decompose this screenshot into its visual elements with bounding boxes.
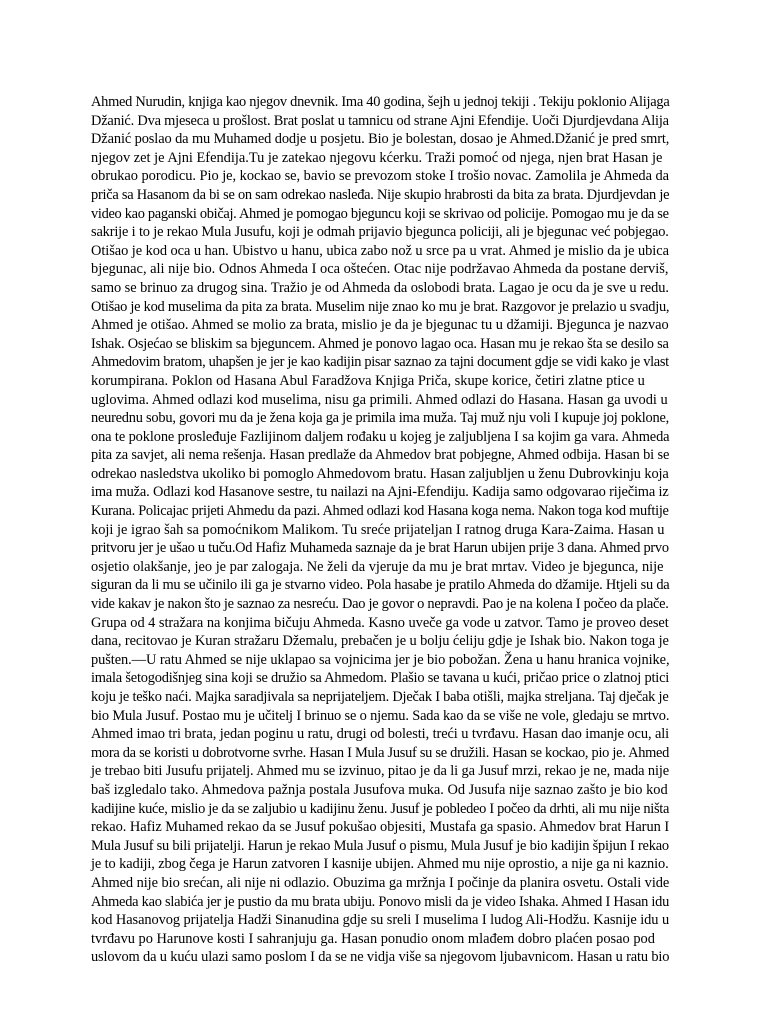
text-line: dana, recitovao je Kuran stražaru Džemalu, prebačen je u bolju ćeliju gdje je Ishak bio. Nakon toga je xyxy=(91,633,669,650)
text-line: bio Mula Jusuf. Postao mu je učitelj I brinuo se o njemu. Sada kao da se više ne vole, gledaju se mrtvo. xyxy=(91,707,670,724)
text-line: Grupa od 4 stražara na konjima bičuju Ahmeda. Kasno uveče ga vode u zatvor. Tamo je proveo deset xyxy=(91,614,669,631)
document-page xyxy=(91,93,669,967)
text-line: siguran da li mu se učinilo ili ga je stvarno video. Pola hasabe je pratilo Ahmeda do džamije. Htjeli su da xyxy=(91,577,670,594)
text-line: je trebao biti Jusufu prijatelj. Ahmed mu se izvinuo, pitao je da li ga Jusuf mrzi, rekao je ne, mada nije xyxy=(91,763,670,780)
text-line: Kurana. Policajac prijeti Ahmedu da pazi. Ahmed odlazi kod Hasana koga nema. Nakon toga kod muftije xyxy=(91,503,669,520)
text-line: Ishak. Osjećao se bliskim sa bjeguncem. Ahmed je ponovo lagao oca. Hasan mu je rekao šta se desilo sa xyxy=(91,335,669,352)
text-line: video kao paganski običaj. Ahmed je pomogao bjeguncu koji se skrivao od policije. Pomogao mu je da se xyxy=(91,205,669,222)
text-line: Mula Jusuf su bili prijatelji. Harun je rekao Mula Jusuf o pismu, Mula Jusuf je bio kadijin špijun I rekao xyxy=(91,837,669,854)
text-line: pušten.—U ratu Ahmed se nije uklapao sa vojnicima jer je bio pobožan. Žena u hanu hranica vojnike, xyxy=(91,651,670,668)
text-line: uslovom da u kuću ulazi samo poslom I da se ne vidja više sa njegovom ljubavnicom. Hasan u ratu bio xyxy=(91,949,670,966)
text-line: osjetio olakšanje, jeo je par zalogaja. Ne želi da vjeruje da mu je brat mrtav. Video je bjegunca, nije xyxy=(91,558,664,575)
text-line: ona te poklone prosleđuje Fazlijinom daljem rođaku u kojeg je zaljubljena I sa kojim ga vara. Ahmeda xyxy=(91,428,670,445)
text-line: rekao. Hafiz Muhamed rekao da se Jusuf pokušao objesiti, Mustafa ga spasio. Ahmedov brat Harun I xyxy=(91,819,670,836)
text-line: baš izgledalo tako. Ahmedova pažnja postala Jusufova muka. Od Jusufa nije saznao zašto je bio kod xyxy=(91,781,668,798)
text-line: korumpirana. Poklon od Hasana Abul Faradžova Knjiga Priča, skupe korice, četiri zlatne ptice u xyxy=(91,372,645,389)
text-line: tvrđavu po Harunove kosti I sahranjuju ga. Hasan ponudio onom mlađem dobro plaćen posao pod xyxy=(91,930,655,947)
text-line: Ahmed nije bio srećan, ali nije ni odlazio. Obuzima ga mržnja I počinje da planira osvetu. Ostali vide xyxy=(91,874,670,891)
text-line: pritvoru jer je ušao u tuču.Od Hafiz Muhameda saznaje da je brat Harun ubijen prije 3 dana. Ahmed prvo xyxy=(91,540,669,557)
text-line: neurednu sobu, govori mu da je žena koja ga je primila ima muža. Taj muž nju voli I kupuje joj poklone, xyxy=(91,410,669,427)
text-line: Otišao je kod oca u han. Ubistvo u hanu, ubica zabo nož u srce pa u vrat. Ahmed je mislio da je ubica xyxy=(91,242,669,259)
text-line: vide kakav je nakon što je saznao za nesreću. Dao je govor o nepravdi. Pao je na kolena I počeo da plače. xyxy=(91,596,669,613)
text-line: pita za savjet, ali nema rešenja. Hasan predlaže da Ahmedov brat pobjegne, Ahmed odbija. Hasan bi se xyxy=(91,447,670,464)
text-line: mora da se koristi u dobrotvorne svrhe. Hasan I Mula Jusuf su se družili. Hasan se kockao, pio je. Ahmed xyxy=(91,744,670,761)
text-line: Otišao je kod muselima da pita za brata. Muselim nije znao ko mu je brat. Razgovor je prelazio u svadju, xyxy=(91,298,670,315)
text-line: je to kadiji, zbog čega je Harun zatvoren I kasnije ubijen. Ahmed mu nije oprostio, a nije ga ni kaznio. xyxy=(91,856,669,873)
text-line: ima muža. Odlazi kod Hasanove sestre, tu nailazi na Ajni-Efendiju. Kadija samo odgovarao riječima iz xyxy=(91,484,669,501)
text-line: Ahmed imao tri brata, jedan poginu u ratu, drugi od bolesti, treći u tvrđavu. Hasan dao imanje ocu, ali xyxy=(91,726,670,743)
text-line: odrekao nasledstva ukoliko bi pomoglo Ahmedovom bratu. Hasan zaljubljen u ženu Dubrovkinju koja xyxy=(91,465,669,482)
text-line: samo se brinuo za drugog sina. Tražio je od Ahmeda da oslobodi brata. Lagao je ocu da je sve u redu. xyxy=(91,279,669,296)
text-line: sakrije i to je rekao Mula Jusufu, koji je odmah prijavio bjegunca policiji, ali je bjegunac već pobjegao. xyxy=(91,224,669,241)
text-line: bjegunac, ali nije bio. Odnos Ahmeda I oca oštećen. Otac nije podržavao Ahmeda da postane derviš, xyxy=(91,261,669,278)
text-line: Ahmeda kao slabića jer je pustio da mu brata ubiju. Ponovo misli da je video Ishaka. Ahmed I Hasan idu xyxy=(91,893,670,910)
text-line: Ahmed Nurudin, knjiga kao njegov dnevnik. Ima 40 godina, šejh u jednoj tekiji . Tekiju poklonio Alijaga xyxy=(91,94,670,110)
text-line: Džanić. Dva mjeseca u prošlost. Brat poslat u tamnicu od strane Ajni Efendije. Uoči Djurdjevdana Alija xyxy=(91,112,669,129)
text-line: obrukao porodicu. Pio je, kockao se, bavio se prevozom stoke I trošio novac. Zamolila je Ahmeda da xyxy=(91,168,670,185)
text-line: imala šetogodišnjeg sina koji se družio sa Ahmedom. Plašio se tavana u kući, pričao price o zlatnoj ptici xyxy=(91,670,670,687)
text-line: kadijine kuće, mislio je da se zaljubio u kadijinu ženu. Jusuf je pobledeo I počeo da drhti, ali mu nije ništa xyxy=(91,800,670,817)
text-line: uglovima. Ahmed odlazi kod muselima, nisu ga primili. Ahmed odlazi do Hasana. Hasan ga uvodi u xyxy=(91,391,668,408)
text-line: njegov zet je Ajni Efendija.Tu je zatekao njegovu kćerku. Traži pomoć od njega, njen brat Hasan je xyxy=(91,149,663,166)
text-line: Ahmedovim bratom, uhapšen je jer je kao kadijin pisar saznao za tajni document gdje se vidi kako je vlast xyxy=(91,354,669,371)
text-line: koju je teško naći. Majka saradjivala sa neprijateljem. Dječak I baba otišli, majka streljana. Taj dječak je xyxy=(91,689,669,705)
text-line: Džanić poslao da mu Muhamed dodje u posjetu. Bio je bolestan, dosao je Ahmed.Džanić je pred smrt, xyxy=(91,131,670,148)
text-line: priča sa Hasanom da bi se on sam odrekao nasleđa. Nije skupio hrabrosti da bita za brata. Djurdjevdan je xyxy=(91,186,670,203)
text-line: Ahmed je otišao. Ahmed se molio za brata, mislio je da je bjegunac tu u džamiji. Bjegunca je nazvao xyxy=(91,317,669,334)
text-line: koji je igrao šah sa pomoćnikom Malikom. Tu sreće prijateljan I ratnog druga Kara-Zaima. Hasan u xyxy=(91,521,665,538)
text-line: kod Hasanovog prijatelja Hadži Sinanudina gdje su sreli I muselima I ludog Ali-Hodžu. Kasnije idu u xyxy=(91,912,670,929)
